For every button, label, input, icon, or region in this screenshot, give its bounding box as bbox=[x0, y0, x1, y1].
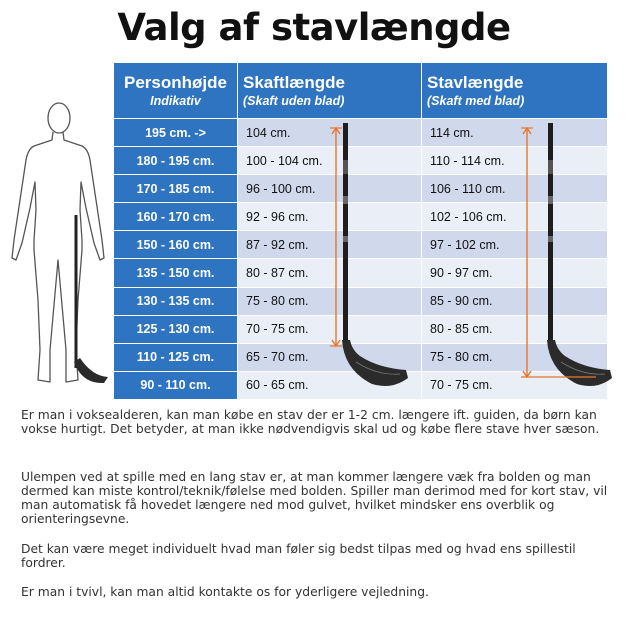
height-cell: 150 - 160 cm. bbox=[114, 231, 238, 259]
table-row bbox=[114, 343, 608, 371]
stick-cell: 102 - 106 cm. bbox=[422, 203, 608, 231]
height-cell: 110 - 125 cm. bbox=[114, 343, 238, 371]
stick-length-table bbox=[113, 62, 608, 400]
height-cell: 90 - 110 cm. bbox=[114, 371, 238, 399]
stick-cell: 80 - 85 cm. bbox=[422, 315, 608, 343]
shaft-cell: 87 - 92 cm. bbox=[238, 231, 422, 259]
table-row bbox=[114, 287, 608, 315]
table-row bbox=[114, 371, 608, 399]
stick-cell: 90 - 97 cm. bbox=[422, 259, 608, 287]
shaft-cell: 60 - 65 cm. bbox=[238, 371, 422, 399]
table-row bbox=[114, 119, 608, 147]
height-cell: 125 - 130 cm. bbox=[114, 315, 238, 343]
shaft-cell: 92 - 96 cm. bbox=[238, 203, 422, 231]
shaft-cell: 75 - 80 cm. bbox=[238, 287, 422, 315]
page-title: Valg af stavlængde bbox=[117, 6, 511, 49]
shaft-cell: 80 - 87 cm. bbox=[238, 259, 422, 287]
height-cell: 195 cm. -> bbox=[114, 119, 238, 147]
shaft-cell: 70 - 75 cm. bbox=[238, 315, 422, 343]
stick-cell: 106 - 110 cm. bbox=[422, 175, 608, 203]
header-shaft-length: Skaftlængde (Skaft uden blad) bbox=[238, 63, 422, 119]
height-cell: 160 - 170 cm. bbox=[114, 203, 238, 231]
height-cell: 180 - 195 cm. bbox=[114, 147, 238, 175]
table-row bbox=[114, 203, 608, 231]
table-row bbox=[114, 175, 608, 203]
floorball-stick-icon bbox=[74, 215, 108, 383]
table-row bbox=[114, 259, 608, 287]
shaft-cell: 96 - 100 cm. bbox=[238, 175, 422, 203]
table-header-row bbox=[114, 63, 608, 119]
paragraph-growth: Er man i voksealderen, kan man købe en stav der er 1-2 cm. længere ift. guiden, da børn kan vokse hurtigt. Det betyder, at man ikke nødvendigvis skal ud og købe flere stave hver sæson. bbox=[21, 408, 600, 436]
stick-cell: 70 - 75 cm. bbox=[422, 371, 608, 399]
height-cell: 130 - 135 cm. bbox=[114, 287, 238, 315]
paragraph-downside: Ulempen ved at spille med en lang stav er, at man kommer længere væk fra bolden og man dermed kan miste kontrol/teknik/følelse med bolden. Spiller man derimod med for kort stav, vil man automatisk få hovedet længere ned mod gulvet, hvilket mindsker ens overblik og orienteringsevne. bbox=[21, 470, 608, 526]
table-row bbox=[114, 231, 608, 259]
person-outline-icon bbox=[4, 100, 112, 392]
table-row bbox=[114, 315, 608, 343]
stick-cell: 85 - 90 cm. bbox=[422, 287, 608, 315]
stick-cell: 114 cm. bbox=[422, 119, 608, 147]
paragraph-individual: Det kan være meget individuelt hvad man føler sig bedst tilpas med og hvad ens spillestil fordrer. bbox=[21, 542, 576, 570]
stick-cell: 75 - 80 cm. bbox=[422, 343, 608, 371]
header-person-height: Personhøjde Indikativ bbox=[114, 63, 238, 119]
shaft-cell: 100 - 104 cm. bbox=[238, 147, 422, 175]
height-cell: 170 - 185 cm. bbox=[114, 175, 238, 203]
stick-cell: 110 - 114 cm. bbox=[422, 147, 608, 175]
stick-cell: 97 - 102 cm. bbox=[422, 231, 608, 259]
table-row bbox=[114, 147, 608, 175]
header-stick-length: Stavlængde (Skaft med blad) bbox=[422, 63, 608, 119]
height-cell: 135 - 150 cm. bbox=[114, 259, 238, 287]
shaft-cell: 65 - 70 cm. bbox=[238, 343, 422, 371]
paragraph-contact: Er man i tvivl, kan man altid kontakte os for yderligere vejledning. bbox=[21, 585, 429, 599]
shaft-cell: 104 cm. bbox=[238, 119, 422, 147]
